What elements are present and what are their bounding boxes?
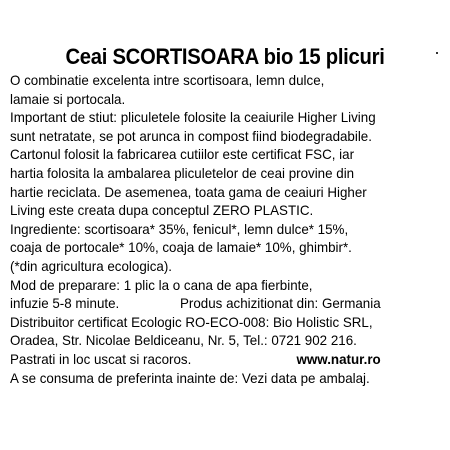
description-line: sunt netratate, se pot arunca in compost fiind biodegradabile. — [10, 127, 372, 144]
description-line: O combinatie excelenta intre scortisoara, lemn dulce, — [10, 72, 325, 88]
description-line: Cartonul folosit la fabricarea cutiilor este certificat FSC, iar — [10, 146, 355, 163]
decorative-dot — [436, 52, 438, 54]
product-title: Ceai SCORTISOARA bio 15 plicuri — [65, 44, 385, 69]
description-line: hartia folosita la ambalarea pliculetelor de ceai provine din — [10, 164, 355, 181]
product-description — [10, 71, 450, 387]
description-line: Important de stiut: pliculetele folosite la ceaiurile Higher Living — [10, 109, 376, 126]
description-line: lamaie si portocala. — [10, 90, 126, 107]
description-line: Living este creata dupa conceptul ZERO PLASTIC. — [10, 202, 314, 219]
description-line: hartie reciclata. De asemenea, toata gama de ceaiuri Higher — [10, 183, 367, 200]
distributor-line: Distribuitor certificat Ecologic RO-ECO-008: Bio Holistic SRL, — [10, 313, 373, 330]
ingredients-note: (*din agricultura ecologica). — [10, 257, 173, 274]
infusion-time: infuzie 5-8 minute. — [10, 295, 120, 312]
distributor-address: Oradea, Str. Nicolae Beldiceanu, Nr. 5, Tel.: 0721 902 216. — [10, 332, 357, 349]
infusion-origin-line — [10, 294, 430, 313]
preparation-line: Mod de preparare: 1 plic la o cana de apa fierbinte, — [10, 276, 313, 293]
storage-website-line — [10, 350, 430, 369]
storage-instructions: Pastrati in loc uscat si racoros. — [10, 350, 192, 367]
website-link: www.natur.ro — [296, 350, 381, 367]
expiry-line: A se consuma de preferinta inainte de: Vezi data pe ambalaj. — [10, 369, 370, 386]
ingredients-line: coaja de portocale* 10%, coaja de lamaie* 10%, ghimbir*. — [10, 239, 352, 256]
origin-country: Produs achizitionat din: Germania — [179, 295, 381, 312]
ingredients-line: Ingrediente: scortisoara* 35%, fenicul*, lemn dulce* 15%, — [10, 220, 349, 237]
